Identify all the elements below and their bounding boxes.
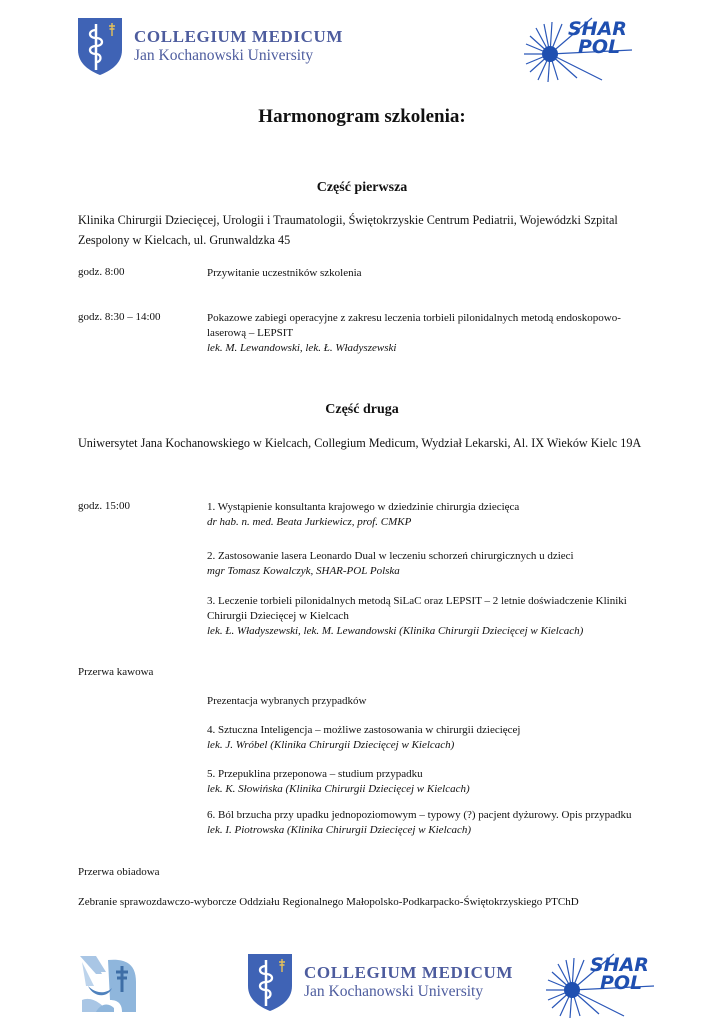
talk-speakers: mgr Tomasz Kowalczyk, SHAR-POL Polska	[207, 565, 400, 577]
case-title: 6. Ból brzucha przy upadku jednopoziomowym – typowy (?) pacjent dyżurowy. Opis przypadku	[207, 809, 632, 821]
case-title: 4. Sztuczna Inteligencja – możliwe zastosowania w chirurgii dziecięcej	[207, 724, 521, 736]
talk-item	[207, 594, 657, 639]
schedule-item	[207, 311, 627, 356]
schedule-speakers: lek. M. Lewandowski, lek. Ł. Władyszewski	[207, 342, 397, 354]
case-title: 5. Przepuklina przeponowa – studium przypadku	[207, 768, 423, 780]
talk-item	[207, 500, 657, 530]
schedule-item	[207, 266, 657, 281]
talk-speakers: dr hab. n. med. Beata Jurkiewicz, prof. CMKP	[207, 516, 412, 528]
collegium-medicum-logo-header	[76, 16, 343, 76]
ptchd-emblem-icon	[78, 952, 138, 1016]
cases-heading: Prezentacja wybranych przypadków	[207, 695, 367, 707]
case-item	[207, 808, 657, 838]
case-speakers: lek. K. Słowińska (Klinika Chirurgii Dziecięcej w Kielcach)	[207, 783, 470, 795]
logo-line2: Jan Kochanowski University	[304, 982, 484, 1000]
collegium-medicum-logo-footer	[246, 952, 513, 1012]
sharpol-line1: SHAR	[568, 18, 627, 40]
talk-item	[207, 549, 657, 579]
logo-line2: Jan Kochanowski University	[134, 46, 314, 64]
schedule-title: Przywitanie uczestników szkolenia	[207, 267, 362, 279]
case-speakers: lek. I. Piotrowska (Klinika Chirurgii Dziecięcej w Kielcach)	[207, 824, 472, 836]
sharpol-logo-header	[522, 14, 642, 84]
coffee-break: Przerwa kawowa	[78, 666, 154, 678]
sharpol-line2: POL	[600, 972, 643, 994]
sharpol-line2: POL	[578, 36, 621, 58]
logo-line1: COLLEGIUM MEDICUM	[134, 26, 344, 46]
part2-location: Uniwersytet Jana Kochanowskiego w Kielcach, Collegium Medicum, Wydział Lekarski, Al. IX Wieków Kielc 19A	[78, 436, 642, 450]
case-item	[207, 767, 657, 797]
lunch-break: Przerwa obiadowa	[78, 866, 160, 878]
ptchd-logo	[78, 952, 138, 1016]
sharpol-line1: SHAR	[590, 954, 649, 976]
schedule-time: godz. 8:00	[78, 266, 125, 278]
talk-speakers: lek. Ł. Władyszewski, lek. M. Lewandowski (Klinika Chirurgii Dziecięcej w Kielcach)	[207, 625, 584, 637]
schedule-time: godz. 8:30 – 14:00	[78, 311, 161, 323]
schedule-title: Pokazowe zabiegi operacyjne z zakresu leczenia torbieli pilonidalnych metodą endoskopowo-laserową – LEPSIT	[207, 312, 621, 339]
meeting-note: Zebranie sprawozdawczo-wyborcze Oddziału Regionalnego Małopolsko-Podkarpacko-Świętokrzyskiego PTChD	[78, 896, 579, 908]
logo-line1: COLLEGIUM MEDICUM	[304, 962, 514, 982]
talk-title: 3. Leczenie torbieli pilonidalnych metodą SiLaC oraz LEPSIT – 2 letnie doświadczenie Kliniki Chirurgii Dziecięcej w Kielcach	[207, 595, 627, 622]
shield-icon	[246, 952, 294, 1012]
page-title: Harmonogram szkolenia:	[258, 106, 466, 127]
case-item	[207, 723, 657, 753]
sharpol-logo-footer	[544, 950, 664, 1020]
part1-location: Klinika Chirurgii Dziecięcej, Urologii i Traumatologii, Świętokrzyskie Centrum Pediatrii, Wojewódzki Szpital Zespolony w Kielcach, ul. Grunwaldzka 45	[78, 213, 618, 247]
talk-title: 1. Wystąpienie konsultanta krajowego w dziedzinie chirurgia dziecięca	[207, 501, 520, 513]
shield-icon	[76, 16, 124, 76]
schedule-time: godz. 15:00	[78, 500, 130, 512]
part2-heading: Część druga	[325, 402, 399, 417]
case-speakers: lek. J. Wróbel (Klinika Chirurgii Dziecięcej w Kielcach)	[207, 739, 455, 751]
part1-heading: Część pierwsza	[316, 180, 408, 195]
talk-title: 2. Zastosowanie lasera Leonardo Dual w leczeniu schorzeń chirurgicznych u dzieci	[207, 550, 574, 562]
